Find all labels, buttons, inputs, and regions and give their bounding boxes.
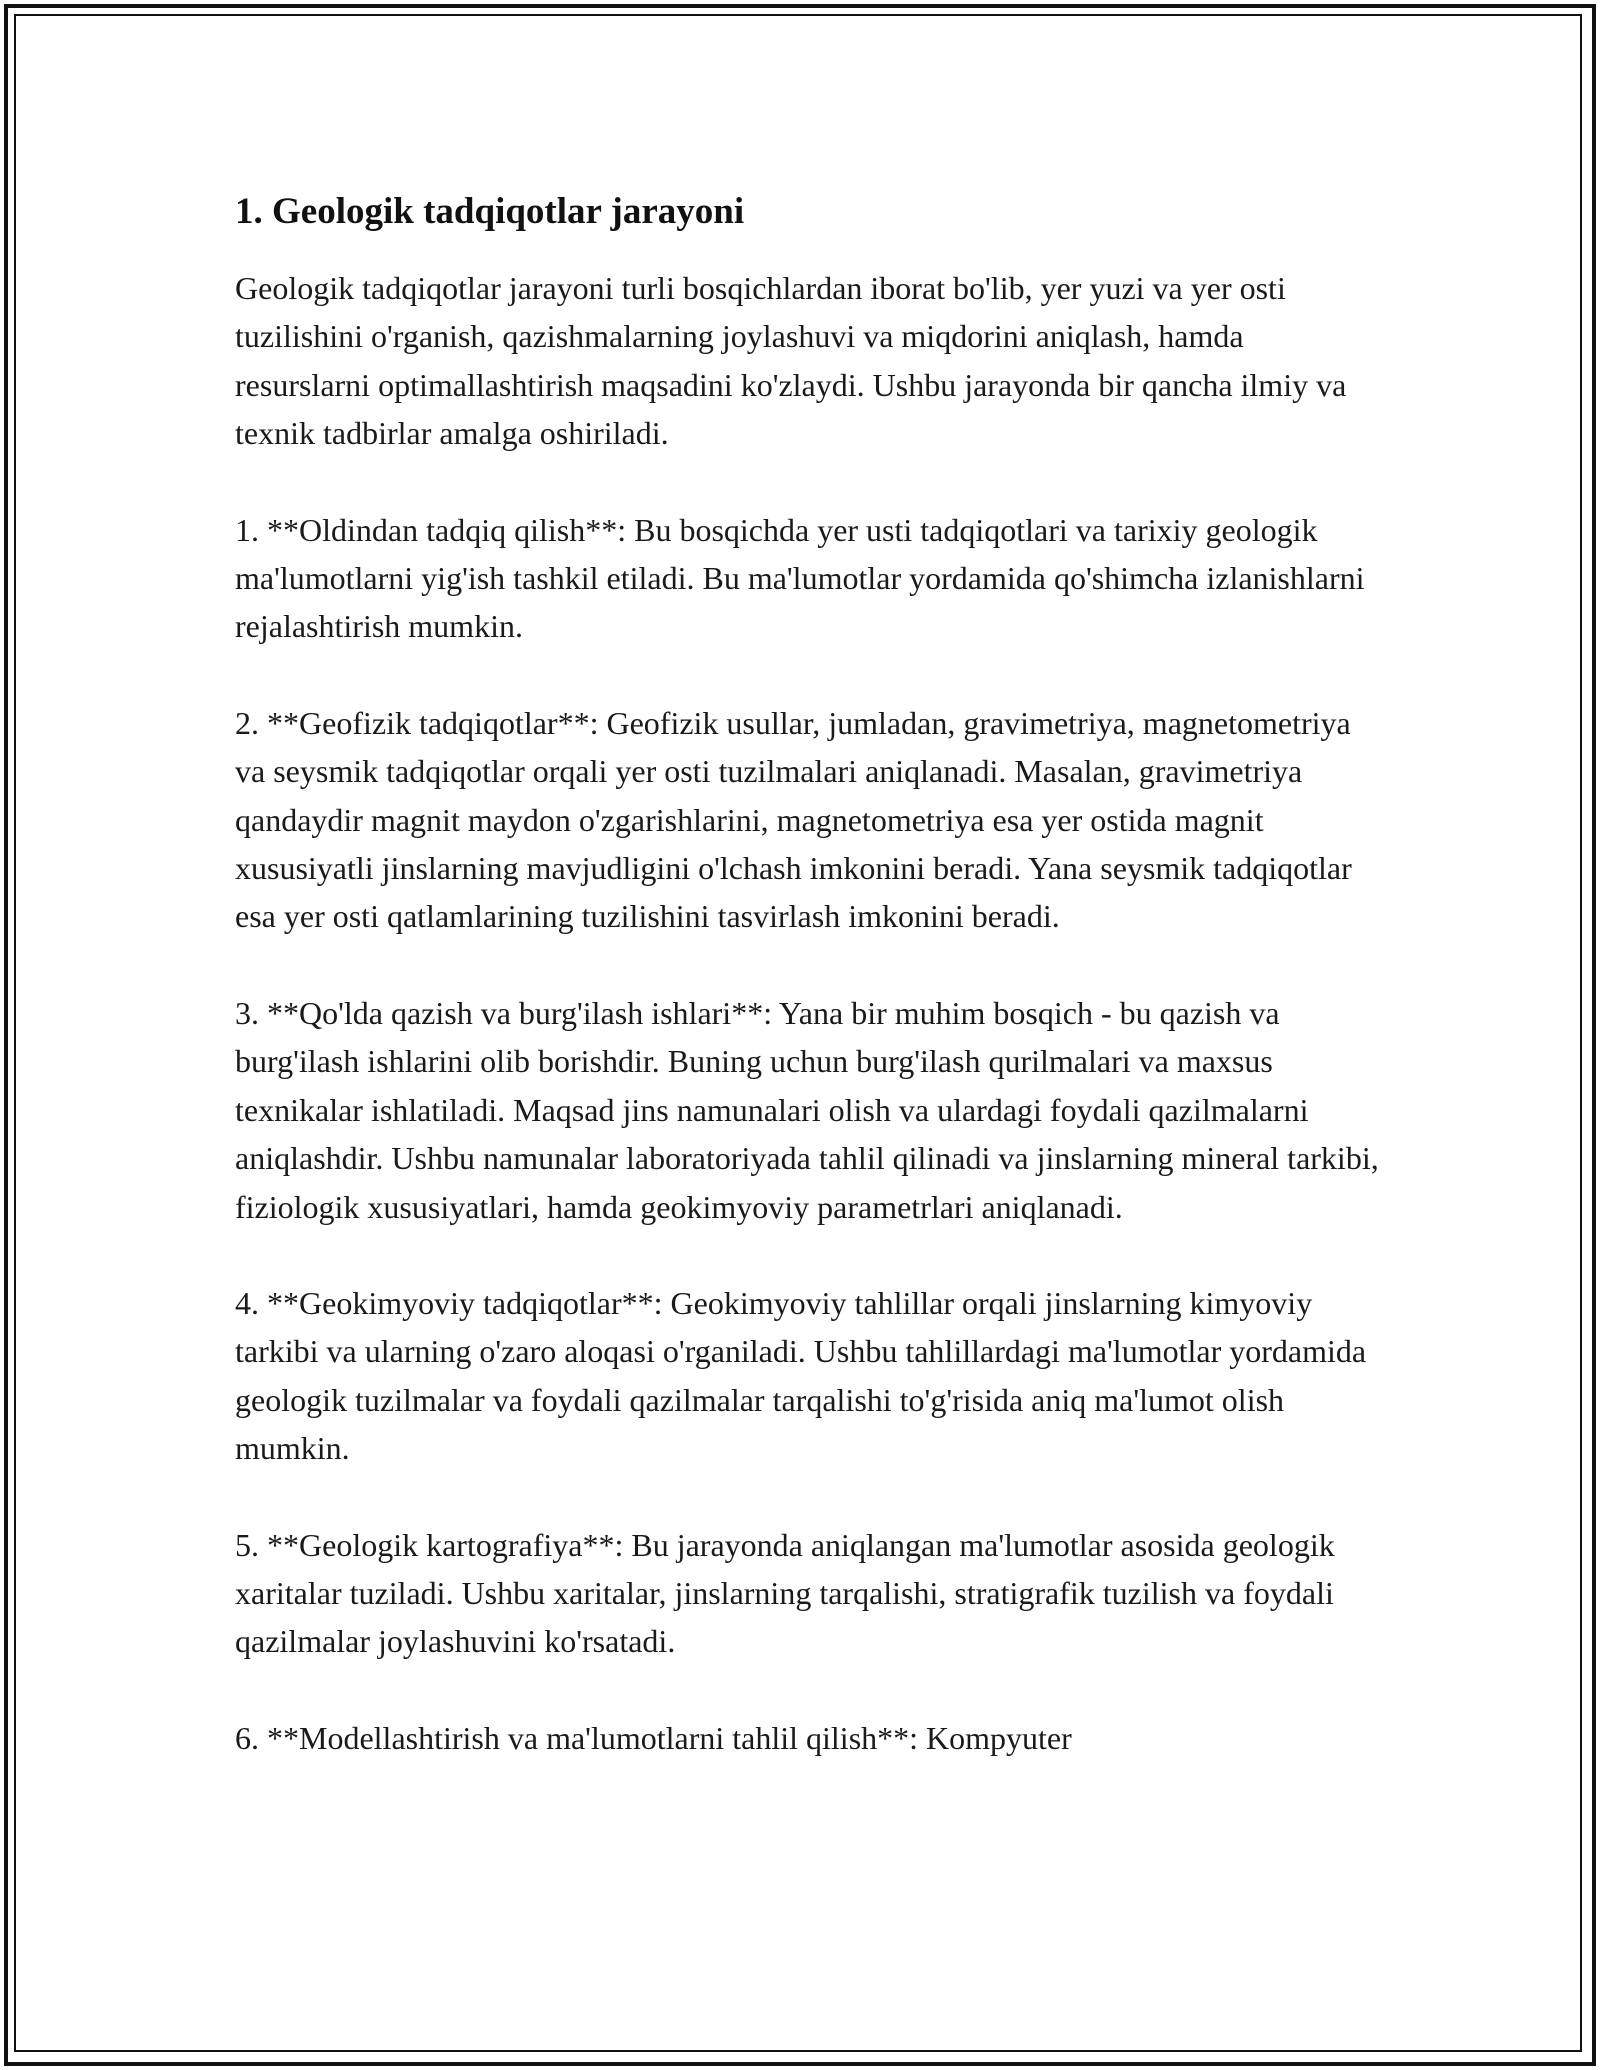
document-title: 1. Geologik tadqiqotlar jarayoni [235, 191, 745, 232]
paragraph-step-6: 6. **Modellashtirish va ma'lumotlarni tahlil qilish**: Kompyuter [235, 1719, 1072, 1756]
paragraph-step-3: 3. **Qo'lda qazish va burg'ilash ishlari**: Yana bir muhim bosqich - bu qazish va burg'ilash ishlarini olib borishdir. Buning uchun burg'ilash qurilmalari va maxsus texnikalar ishlatiladi. Maqsad jins namunalari olish va ulardagi foydali qazilmalarni aniqlashdir. Ushbu namunalar laboratoriyada tahlil qilinadi va jinslarning mineral tarkibi, fiziologik xususiyatlari, hamda geokimyoviy parametrlari aniqlanadi. [235, 994, 1379, 1225]
paragraph-intro: Geologik tadqiqotlar jarayoni turli bosqichlardan iborat bo'lib, yer yuzi va yer osti tuzilishini o'rganish, qazishmalarning joylashuvi va miqdorini aniqlash, hamda resurslarni optimallashtirish maqsadini ko'zlaydi. Ushbu jarayonda bir qancha ilmiy va texnik tadbirlar amalga oshiriladi. [235, 270, 1347, 452]
paragraph-step-5: 5. **Geologik kartografiya**: Bu jarayonda aniqlangan ma'lumotlar asosida geologik xaritalar tuziladi. Ushbu xaritalar, jinslarning tarqalishi, stratigrafik tuzilish va foydali qazilmalar joylashuvini ko'rsatadi. [235, 1526, 1335, 1660]
paragraph-step-2: 2. **Geofizik tadqiqotlar**: Geofizik usullar, jumladan, gravimetriya, magnetometriya va seysmik tadqiqotlar orqali yer osti tuzilmalari aniqlanadi. Masalan, gravimetriya qandaydir magnit maydon o'zgarishlarini, magnetometriya esa yer ostida magnit xususiyatli jinslarning mavjudligini o'lchash imkonini beradi. Yana seysmik tadqiqotlar esa yer osti qatlamlarining tuzilishini tasvirlash imkonini beradi. [235, 704, 1352, 935]
paragraph-step-1: 1. **Oldindan tadqiq qilish**: Bu bosqichda yer usti tadqiqotlari va tarixiy geologik ma'lumotlarni yig'ish tashkil etiladi. Bu ma'lumotlar yordamida qo'shimcha izlanishlarni rejalashtirish mumkin. [235, 511, 1365, 645]
paragraph-step-4: 4. **Geokimyoviy tadqiqotlar**: Geokimyoviy tahlillar orqali jinslarning kimyoviy tarkibi va ularning o'zaro aloqasi o'rganiladi. Ushbu tahlillardagi ma'lumotlar yordamida geologik tuzilmalar va foydali qazilmalar tarqalishi to'g'risida aniq ma'lumot olish mumkin. [235, 1284, 1367, 1467]
document-body [235, 186, 1385, 1810]
